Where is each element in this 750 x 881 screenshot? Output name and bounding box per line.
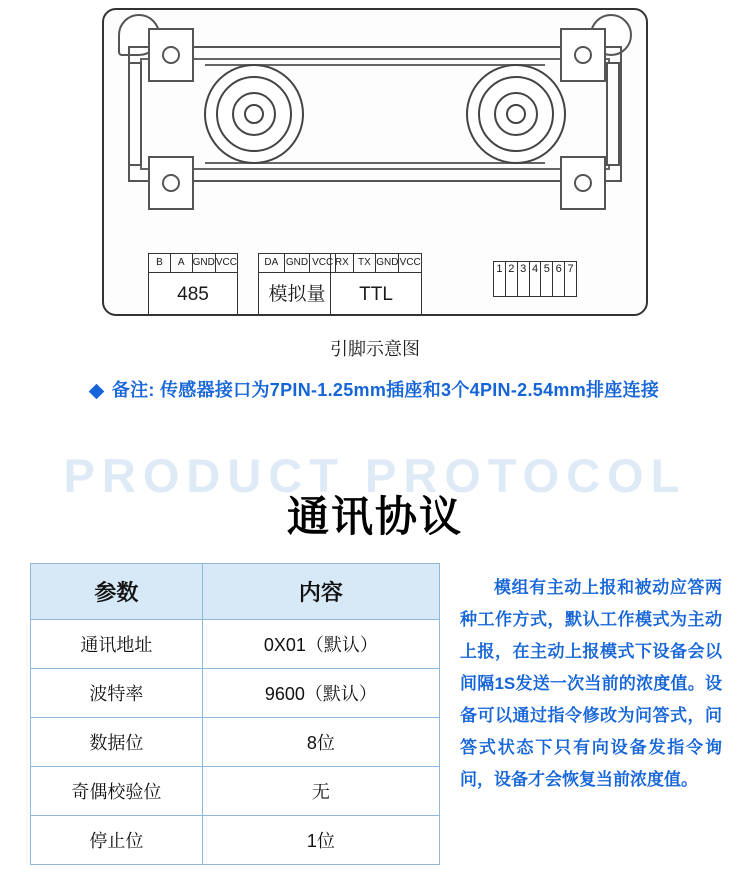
protocol-description: 模组有主动上报和被动应答两种工作方式，默认工作模式为主动上报，在主动上报模式下设备会以间隔1S发送一次当前的浓度值。设备可以通过指令修改为问答式，问答式状态下只有向设备发指令询问，设备才会恢复当前浓度值。 [460,578,722,789]
connector-analog [258,253,336,315]
table-header-content: 内容 [202,564,439,620]
table-header-param: 参数 [31,564,203,620]
pin-label: 6 [553,262,565,296]
pin-label: VCC [215,257,238,268]
pin-label: 5 [541,262,553,296]
table-cell-value: 9600（默认） [202,669,439,718]
table-row [31,816,440,865]
table-cell-value: 8位 [202,718,439,767]
connector-485-label: 485 [148,272,238,315]
diagram-caption: 引脚示意图 [330,339,420,359]
pin-label: 2 [506,262,518,296]
screw-hole-icon [574,174,592,192]
pin-label: RX [331,254,354,272]
table-row [31,767,440,816]
screw-pad-top-left [148,28,194,82]
pin-label: VCC [399,257,421,268]
connector-485 [148,253,238,315]
screw-hole-icon [162,174,180,192]
sensor-core-left [244,104,264,124]
section-title: 通讯协议 [286,493,463,540]
bar-end-block-right [606,62,620,166]
bar-end-block-left [128,62,142,166]
connector-7pin-header [493,261,577,297]
screw-hole-icon [162,46,180,64]
note-line [0,376,750,402]
screw-pad-bottom-right [560,156,606,210]
screw-hole-icon [574,46,592,64]
connector-analog-label: 模拟量 [258,272,336,315]
table-cell-value: 0X01（默认） [202,620,439,669]
table-row [31,620,440,669]
table-cell-value: 无 [202,767,439,816]
pin-label: B [149,254,171,272]
table-cell-param: 波特率 [31,669,203,718]
table-cell-param: 通讯地址 [31,620,203,669]
section-ghost-title: PRODUCT PROTOCOL [63,449,687,502]
table-row [31,718,440,767]
screw-pad-top-right [560,28,606,82]
pin-label: TX [354,254,377,272]
pin-label: 1 [494,262,506,296]
connector-analog-pins [258,253,336,272]
table-header-row [31,564,440,620]
pin-label: 3 [518,262,530,296]
connector-ttl [330,253,422,315]
pin-label: GND [376,254,399,272]
pin-label: A [171,254,193,272]
pin-label: GND [193,254,216,272]
connector-485-pins [148,253,238,272]
pin-label: 7 [567,263,574,275]
pin-label: GND [285,254,311,272]
table-cell-param: 停止位 [31,816,203,865]
table-cell-param: 数据位 [31,718,203,767]
note-text: 备注: 传感器接口为7PIN-1.25mm插座和3个4PIN-2.54mm排座连接 [111,380,660,400]
sensor-core-right [506,104,526,124]
connector-ttl-pins [330,253,422,272]
pinout-diagram [0,0,750,359]
pin-label: 4 [530,262,542,296]
table-row [31,669,440,718]
pin-label: VCC [312,257,334,268]
connector-ttl-label: TTL [330,272,422,315]
pin-label: DA [259,254,285,272]
diamond-bullet-icon [89,384,105,400]
screw-pad-bottom-left [148,156,194,210]
table-cell-param: 奇偶校验位 [31,767,203,816]
table-cell-value: 1位 [202,816,439,865]
protocol-table [30,563,440,865]
